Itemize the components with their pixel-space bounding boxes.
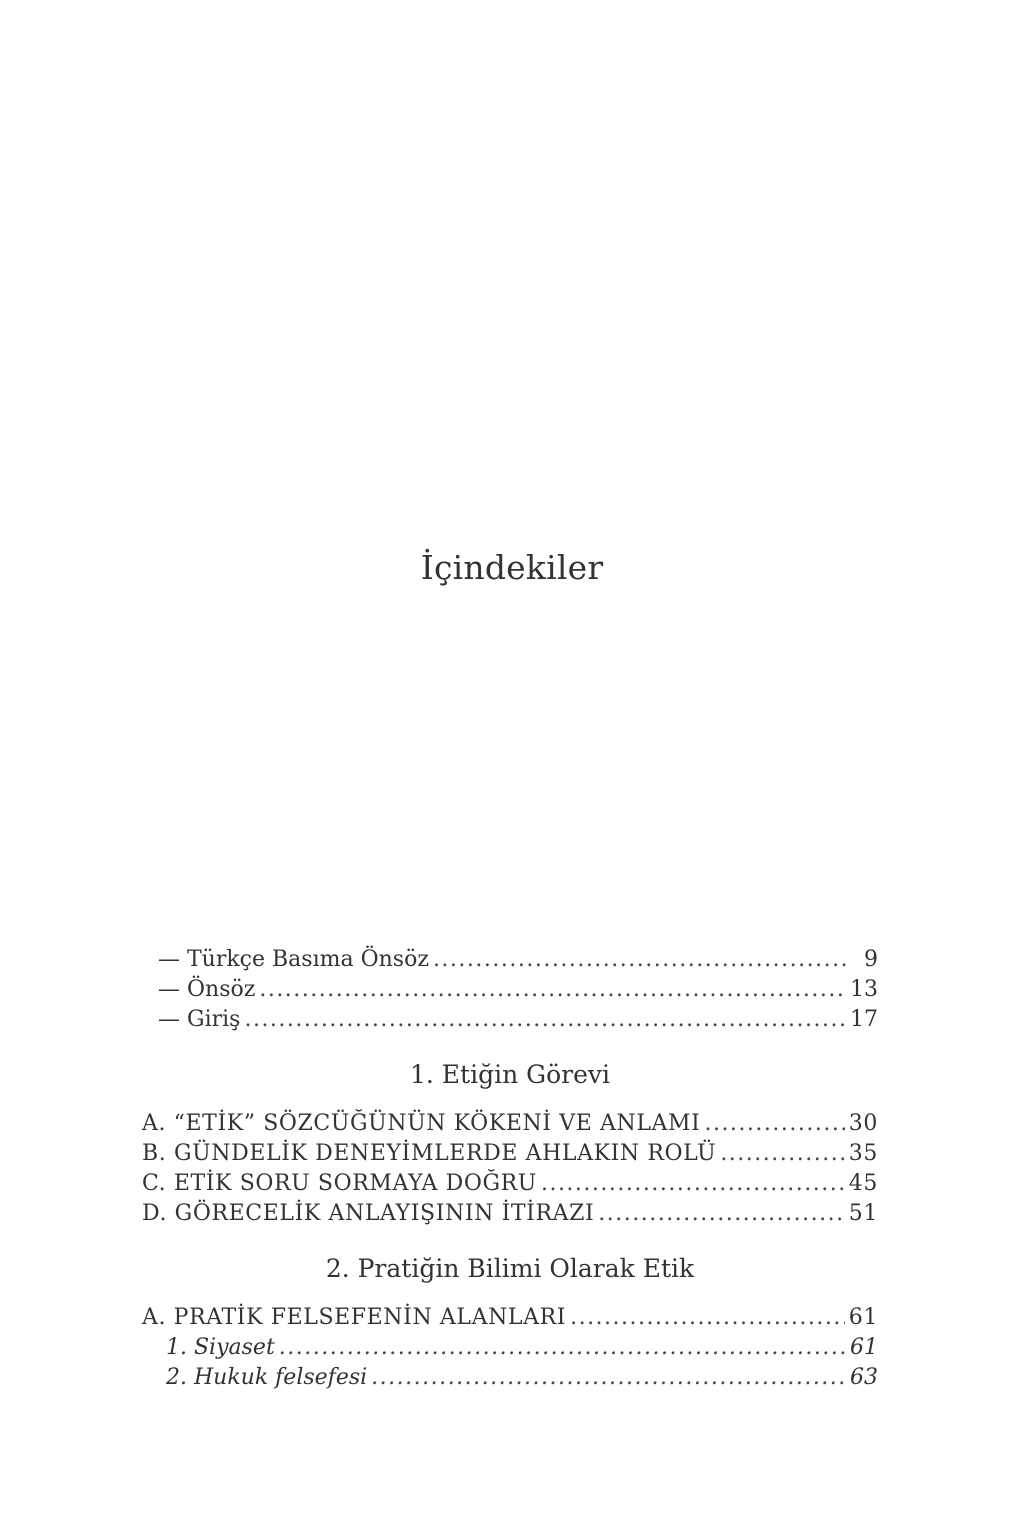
toc-entry-page: 35 — [848, 1141, 878, 1166]
toc-entry-page: 61 — [848, 1305, 878, 1330]
toc-entry-label: A. PRATİK FELSEFENİN ALANLARI — [142, 1305, 567, 1330]
toc-entry-page: 61 — [850, 1335, 878, 1360]
toc-entry-chapter1-d[interactable] — [142, 1199, 878, 1229]
toc-entry-page: 9 — [864, 947, 878, 972]
toc-entry-label: D. GÖRECELİK ANLAYIŞININ İTİRAZI — [142, 1201, 595, 1226]
table-of-contents — [142, 945, 878, 1393]
toc-entry-page: 45 — [848, 1171, 878, 1196]
dot-leader — [259, 975, 846, 1005]
dot-leader — [570, 1303, 845, 1333]
dot-leader — [598, 1199, 845, 1229]
toc-entry-label: 1. Siyaset — [166, 1335, 275, 1360]
dot-leader — [720, 1139, 844, 1169]
dot-leader — [704, 1109, 844, 1139]
toc-subentry-philosophy-of-law[interactable] — [142, 1363, 878, 1393]
toc-entry-page: 30 — [848, 1111, 878, 1136]
dot-leader — [371, 1363, 846, 1393]
toc-subentry-politics[interactable] — [142, 1333, 878, 1363]
toc-entry-label: — Giriş — [158, 1007, 241, 1032]
toc-entry-chapter1-b[interactable] — [142, 1139, 878, 1169]
toc-entry-page: 63 — [850, 1365, 878, 1390]
dot-leader — [541, 1169, 845, 1199]
chapter-heading-2: 2. Pratiğin Bilimi Olarak Etik — [325, 1254, 695, 1283]
toc-entry-label: — Türkçe Basıma Önsöz — [158, 947, 429, 972]
chapter-heading-1: 1. Etiğin Görevi — [409, 1060, 611, 1089]
toc-entry-chapter1-c[interactable] — [142, 1169, 878, 1199]
dot-leader — [244, 1005, 846, 1035]
toc-entry-chapter1-a[interactable] — [142, 1109, 878, 1139]
toc-entry-label: — Önsöz — [158, 977, 256, 1002]
toc-entry-page: 17 — [850, 1007, 878, 1032]
dot-leader — [279, 1333, 846, 1363]
toc-entry-label: 2. Hukuk felsefesi — [166, 1365, 368, 1390]
page-title: İçindekiler — [420, 548, 604, 587]
toc-entry-page: 13 — [850, 977, 878, 1002]
toc-entry-label: C. ETİK SORU SORMAYA DOĞRU — [142, 1171, 537, 1196]
toc-entry-page: 51 — [848, 1201, 878, 1226]
toc-entry-introduction[interactable] — [142, 1005, 878, 1035]
toc-entry-chapter2-a[interactable] — [142, 1303, 878, 1333]
toc-entry-preface[interactable] — [142, 975, 878, 1005]
toc-entry-preface-turkish[interactable] — [142, 945, 878, 975]
toc-entry-label: A. “ETİK” SÖZCÜĞÜNÜN KÖKENİ VE ANLAMI — [142, 1111, 701, 1136]
dot-leader — [433, 945, 850, 975]
toc-entry-label: B. GÜNDELİK DENEYİMLERDE AHLAKIN ROLÜ — [142, 1141, 717, 1166]
